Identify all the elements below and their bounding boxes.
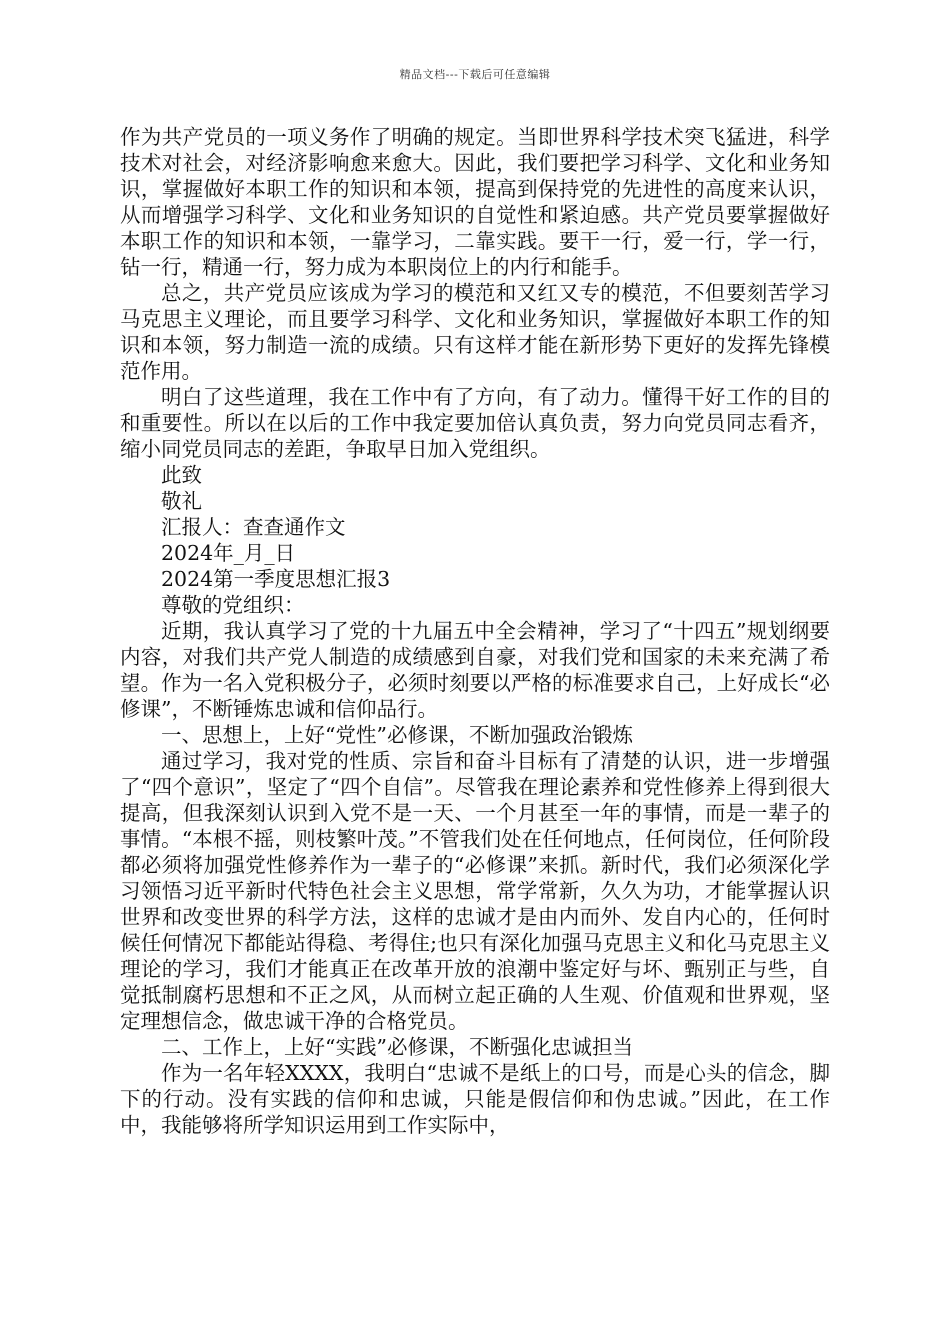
- paragraph-1: 作为共产党员的一项义务作了明确的规定。当即世界科学技术突飞猛进，科学技术对社会，对经济影响愈来愈大。因此，我们要把学习科学、文化和业务知识，掌握做好本职工作的知识和本领，提高到保持党的先进性的高度来认识，从而增强学习科学、文化和业务知识的自觉性和紧迫感。共产党员要掌握做好本职工作的知识和本领，一靠学习，二靠实践。要干一行，爱一行，学一行，钻一行，精通一行，努力成为本职岗位上的内行和能手。: [120, 125, 830, 279]
- paragraph-2: 总之，共产党员应该成为学习的模范和又红又专的模范，不但要刻苦学习马克思主义理论，而且要学习科学、文化和业务知识，掌握做好本职工作的知识和本领，努力制造一流的成绩。只有这样才能在新形势下更好的发挥先锋模范作用。: [120, 281, 830, 383]
- heading-2: 二、工作上，上好“实践”必修课，不断强化忠诚担当: [161, 1035, 633, 1059]
- paragraph-4: 近期，我认真学习了党的十九届五中全会精神，学习了“十四五”规划纲要内容，对我们共产党人制造的成绩感到自豪，对我们党和国家的未来充满了希望。作为一名入党积极分子，必须时刻要以严格的标准要求自己，上好成长“必修课”，不断锤炼忠诚和信仰品行。: [120, 619, 830, 721]
- document-body: [120, 124, 830, 1138]
- page-header: 精品文档---下载后可任意编辑: [399, 68, 551, 81]
- closing-salutation: 此致: [161, 463, 202, 487]
- greeting: 尊敬的党组织：: [161, 593, 305, 617]
- paragraph-5: 通过学习，我对党的性质、宗旨和奋斗目标有了清楚的认识，进一步增强了“四个意识”，坚定了“四个自信”。尽管我在理论素养和党性修养上得到很大提高，但我深刻认识到入党不是一天、一个月甚至一年的事情，而是一辈子的事情。“本根不摇，则枝繁叶茂。”不管我们处在任何地点，任何岗位，任何阶段都必须将加强党性修养作为一辈子的“必修课”来抓。新时代，我们必须深化学习领悟习近平新时代特色社会主义思想，常学常新，久久为功，才能掌握认识世界和改变世界的科学方法，这样的忠诚才是由内而外、发自内心的，任何时候任何情况下都能站得稳、考得住;也只有深化加强马克思主义和化马克思主义理论的学习，我们才能真正在改革开放的浪潮中鉴定好与坏、甄别正与些，自觉抵制腐朽思想和不正之风，从而树立起正确的人生观、价值观和世界观，坚定理想信念，做忠诚干净的合格党员。: [120, 749, 830, 1033]
- paragraph-3: 明白了这些道理，我在工作中有了方向，有了动力。懂得干好工作的目的和重要性。所以在以后的工作中我定要加倍认真负责，努力向党员同志看齐，缩小同党员同志的差距，争取早日加入党组织。: [120, 385, 830, 461]
- report-date: 2024年_月_日: [161, 541, 296, 565]
- section-title: 2024第一季度思想汇报3: [161, 567, 391, 591]
- closing-regards: 敬礼: [161, 489, 202, 513]
- reporter-signature: 汇报人：查查通作文: [161, 515, 346, 539]
- paragraph-6: 作为一名年轻XXXX，我明白“忠诚不是纸上的口号，而是心头的信念，脚下的行动。没有实践的信仰和忠诚，只能是假信仰和伪忠诚。”因此，在工作中，我能够将所学知识运用到工作实际中，: [120, 1061, 830, 1137]
- heading-1: 一、思想上，上好“党性”必修课，不断加强政治锻炼: [161, 723, 633, 747]
